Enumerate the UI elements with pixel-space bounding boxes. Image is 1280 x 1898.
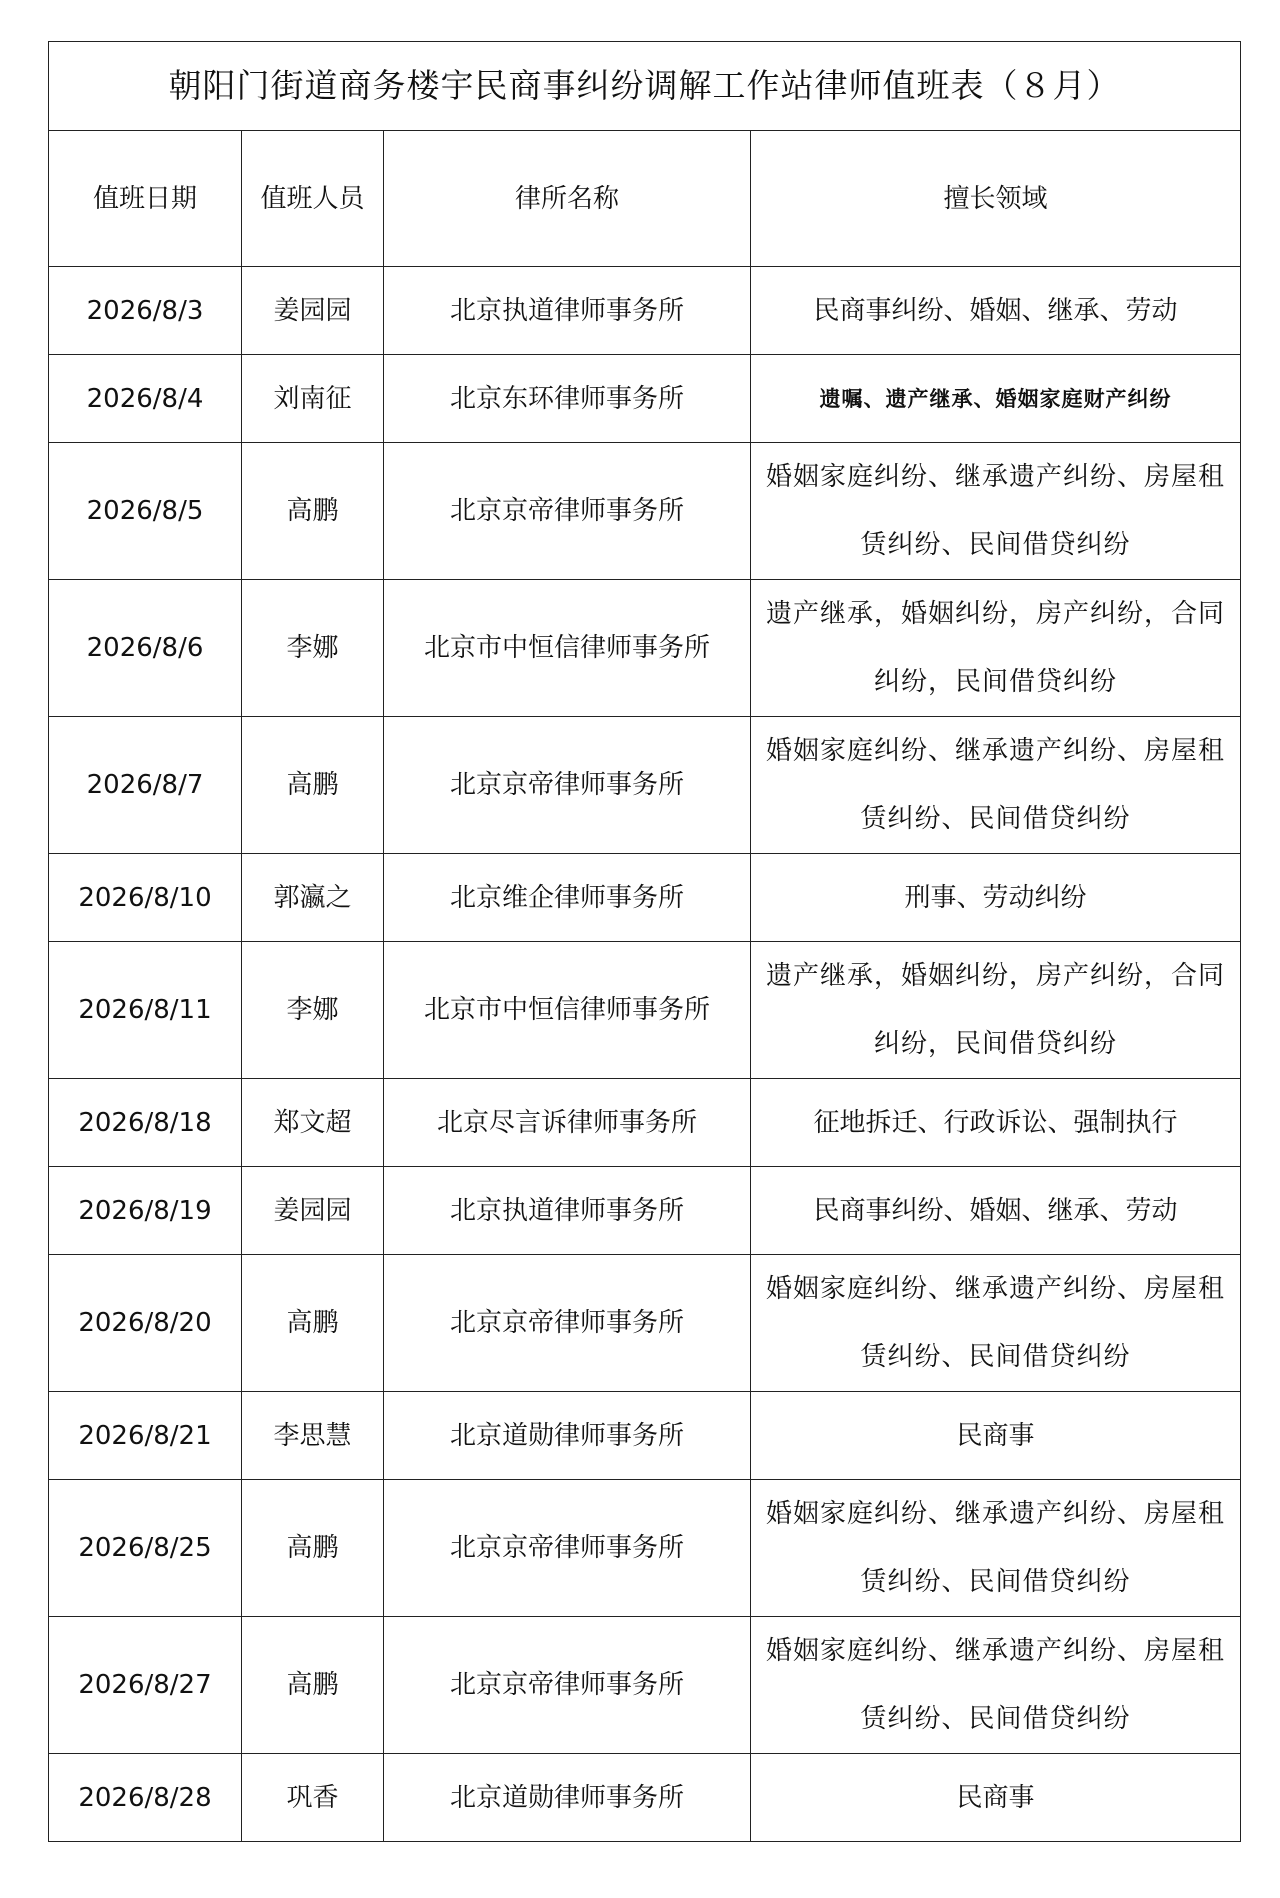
cell-date: 2026/8/19 bbox=[49, 1167, 242, 1255]
cell-firm: 北京京帝律师事务所 bbox=[384, 1255, 751, 1392]
cell-area: 婚姻家庭纠纷、继承遗产纠纷、房屋租赁纠纷、民间借贷纠纷 bbox=[751, 443, 1241, 580]
cell-date: 2026/8/18 bbox=[49, 1079, 242, 1167]
table-row bbox=[49, 1617, 1241, 1754]
cell-firm: 北京执道律师事务所 bbox=[384, 1167, 751, 1255]
cell-date: 2026/8/4 bbox=[49, 355, 242, 443]
cell-person: 高鹏 bbox=[242, 443, 384, 580]
cell-area: 民商事 bbox=[751, 1754, 1241, 1842]
cell-date: 2026/8/3 bbox=[49, 267, 242, 355]
table-title: 朝阳门街道商务楼宇民商事纠纷调解工作站律师值班表（８月） bbox=[49, 42, 1241, 131]
cell-area: 婚姻家庭纠纷、继承遗产纠纷、房屋租赁纠纷、民间借贷纠纷 bbox=[751, 1617, 1241, 1754]
cell-area: 遗产继承，婚姻纠纷，房产纠纷，合同纠纷，民间借贷纠纷 bbox=[751, 580, 1241, 717]
cell-firm: 北京道勋律师事务所 bbox=[384, 1754, 751, 1842]
table-row bbox=[49, 1079, 1241, 1167]
cell-person: 李娜 bbox=[242, 942, 384, 1079]
cell-firm: 北京维企律师事务所 bbox=[384, 854, 751, 942]
cell-firm: 北京市中恒信律师事务所 bbox=[384, 580, 751, 717]
cell-person: 高鹏 bbox=[242, 1480, 384, 1617]
cell-person: 姜园园 bbox=[242, 1167, 384, 1255]
cell-firm: 北京市中恒信律师事务所 bbox=[384, 942, 751, 1079]
table-row bbox=[49, 443, 1241, 580]
title-row bbox=[49, 42, 1241, 131]
cell-firm: 北京京帝律师事务所 bbox=[384, 1617, 751, 1754]
cell-area: 民商事 bbox=[751, 1392, 1241, 1480]
cell-person: 姜园园 bbox=[242, 267, 384, 355]
cell-area: 民商事纠纷、婚姻、继承、劳动 bbox=[751, 1167, 1241, 1255]
cell-firm: 北京京帝律师事务所 bbox=[384, 443, 751, 580]
cell-date: 2026/8/5 bbox=[49, 443, 242, 580]
header-date: 值班日期 bbox=[49, 131, 242, 267]
table-row bbox=[49, 1255, 1241, 1392]
table-row bbox=[49, 580, 1241, 717]
header-firm: 律所名称 bbox=[384, 131, 751, 267]
cell-date: 2026/8/7 bbox=[49, 717, 242, 854]
table-row bbox=[49, 1754, 1241, 1842]
cell-area: 婚姻家庭纠纷、继承遗产纠纷、房屋租赁纠纷、民间借贷纠纷 bbox=[751, 717, 1241, 854]
cell-firm: 北京京帝律师事务所 bbox=[384, 1480, 751, 1617]
table-row bbox=[49, 355, 1241, 443]
cell-area: 遗嘱、遗产继承、婚姻家庭财产纠纷 bbox=[751, 355, 1241, 443]
cell-area: 征地拆迁、行政诉讼、强制执行 bbox=[751, 1079, 1241, 1167]
cell-firm: 北京道勋律师事务所 bbox=[384, 1392, 751, 1480]
cell-date: 2026/8/20 bbox=[49, 1255, 242, 1392]
duty-schedule-table bbox=[48, 41, 1241, 1842]
cell-person: 李思慧 bbox=[242, 1392, 384, 1480]
cell-area: 婚姻家庭纠纷、继承遗产纠纷、房屋租赁纠纷、民间借贷纠纷 bbox=[751, 1480, 1241, 1617]
table-row bbox=[49, 1392, 1241, 1480]
cell-person: 李娜 bbox=[242, 580, 384, 717]
cell-date: 2026/8/11 bbox=[49, 942, 242, 1079]
schedule-document bbox=[48, 41, 1240, 1842]
cell-area: 婚姻家庭纠纷、继承遗产纠纷、房屋租赁纠纷、民间借贷纠纷 bbox=[751, 1255, 1241, 1392]
cell-date: 2026/8/6 bbox=[49, 580, 242, 717]
cell-date: 2026/8/27 bbox=[49, 1617, 242, 1754]
cell-firm: 北京东环律师事务所 bbox=[384, 355, 751, 443]
cell-firm: 北京执道律师事务所 bbox=[384, 267, 751, 355]
table-row bbox=[49, 717, 1241, 854]
table-row bbox=[49, 1480, 1241, 1617]
cell-firm: 北京京帝律师事务所 bbox=[384, 717, 751, 854]
table-row bbox=[49, 267, 1241, 355]
header-row bbox=[49, 131, 1241, 267]
cell-date: 2026/8/28 bbox=[49, 1754, 242, 1842]
cell-area: 遗产继承，婚姻纠纷，房产纠纷，合同纠纷，民间借贷纠纷 bbox=[751, 942, 1241, 1079]
cell-date: 2026/8/21 bbox=[49, 1392, 242, 1480]
table-row bbox=[49, 942, 1241, 1079]
cell-person: 高鹏 bbox=[242, 1255, 384, 1392]
cell-date: 2026/8/10 bbox=[49, 854, 242, 942]
cell-area: 民商事纠纷、婚姻、继承、劳动 bbox=[751, 267, 1241, 355]
cell-person: 高鹏 bbox=[242, 1617, 384, 1754]
table-row bbox=[49, 854, 1241, 942]
cell-person: 郑文超 bbox=[242, 1079, 384, 1167]
cell-area: 刑事、劳动纠纷 bbox=[751, 854, 1241, 942]
cell-person: 刘南征 bbox=[242, 355, 384, 443]
header-area: 擅长领域 bbox=[751, 131, 1241, 267]
cell-firm: 北京尽言诉律师事务所 bbox=[384, 1079, 751, 1167]
cell-person: 巩香 bbox=[242, 1754, 384, 1842]
cell-person: 郭瀛之 bbox=[242, 854, 384, 942]
cell-date: 2026/8/25 bbox=[49, 1480, 242, 1617]
cell-person: 高鹏 bbox=[242, 717, 384, 854]
header-person: 值班人员 bbox=[242, 131, 384, 267]
table-row bbox=[49, 1167, 1241, 1255]
